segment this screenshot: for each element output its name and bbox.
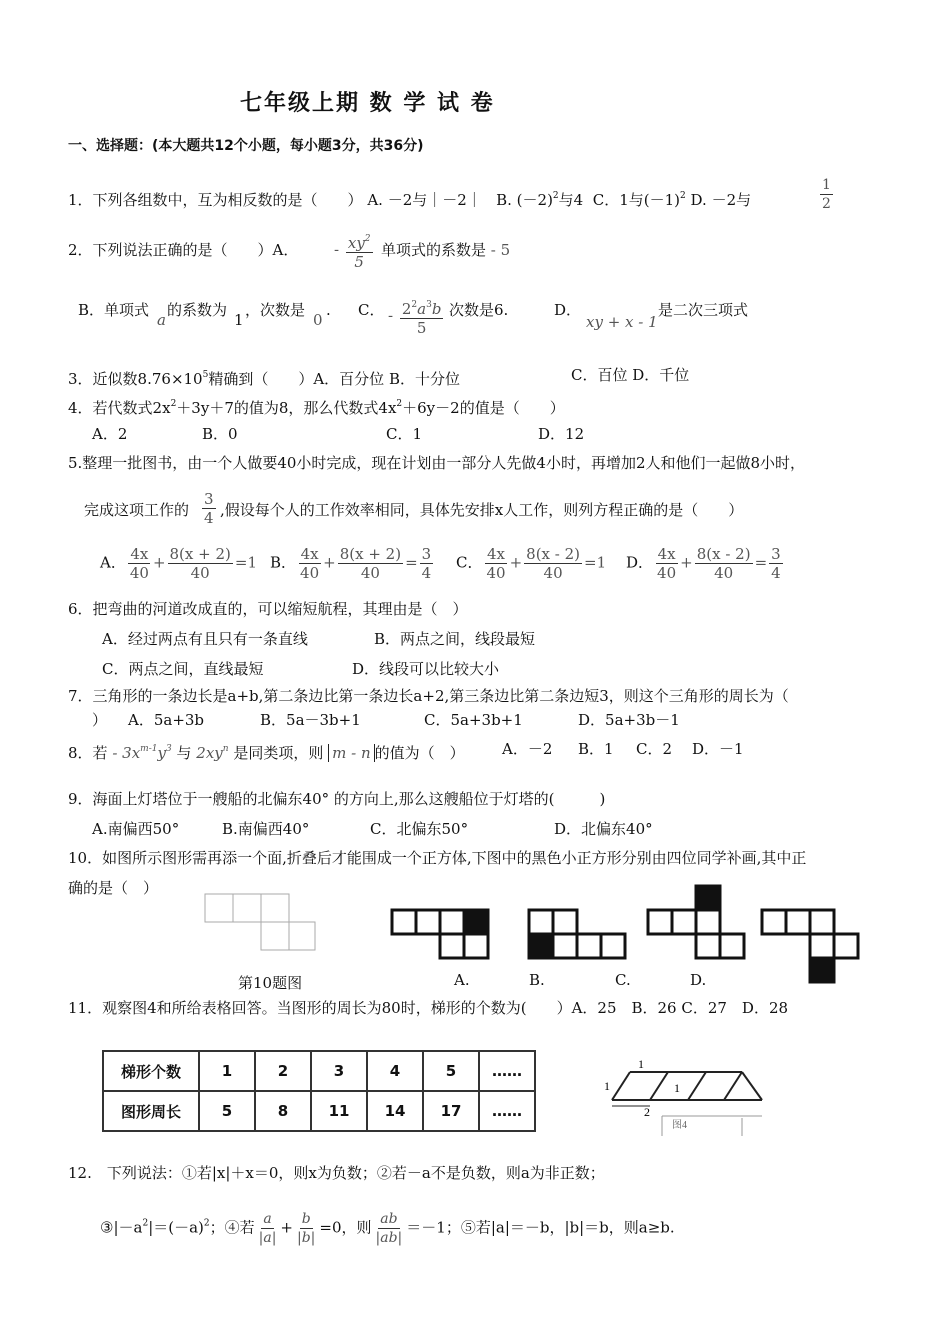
question-1 (68, 186, 751, 210)
q1-option-d: D. －2与 (690, 191, 752, 209)
q6-option-b: B．两点之间，线段最短 (374, 630, 536, 648)
denominator: 5 (354, 253, 364, 271)
minus-sign: - (334, 240, 340, 259)
numerator: xy (347, 234, 365, 252)
exp: m-1 (140, 744, 158, 754)
denominator: 40 (300, 564, 320, 582)
q2-c-fraction (388, 296, 445, 337)
q10-net-c (646, 884, 746, 960)
q8-option-d: D．－1 (692, 740, 744, 758)
table-header: 图形周长 (103, 1091, 199, 1131)
q4-option-d: D．12 (538, 425, 585, 443)
q6-stem: 6．把弯曲的河道改成直的，可以缩短航程，其理由是（ ） (68, 600, 468, 618)
q12-part: ＝－1；⑤若|a|＝－b，|b|＝b，则a≥b. (406, 1218, 675, 1237)
table-cell: 1 (199, 1051, 255, 1091)
q1-option-b: B. (－2) (496, 191, 553, 209)
table-row (103, 1091, 535, 1131)
q2-b-var: a (157, 311, 166, 329)
denominator: 4 (771, 564, 781, 582)
q4-stem2: ＋3y＋7的值为8，那么代数式4x (176, 399, 397, 417)
denominator: 40 (657, 564, 677, 582)
q1-exp: 2 (552, 191, 559, 201)
label: B． (270, 553, 297, 572)
q2-d-expr: xy + x - 1 (586, 313, 658, 331)
q5-option-c: C． $\frac{4x}{40}$ + $\frac{8(x - 2)}{40}$ =1 (456, 545, 607, 582)
q1-exp: 2 (680, 191, 686, 201)
denominator: 40 (714, 564, 734, 582)
q10-label-b: B. (529, 971, 545, 989)
q4-option-c: C．1 (386, 425, 423, 443)
q2-b-text: 的系数为 (167, 301, 228, 319)
question-2-line2 (78, 300, 149, 320)
q5-line2b: ,假设每个人的工作效率相同，具体先安排x人工作，则列方程正确的是（ ） (220, 501, 744, 519)
monomial-1b: y (157, 744, 166, 762)
q10-net-a (390, 908, 490, 960)
q12-part: |＝(－a) (148, 1218, 204, 1237)
q1-stem: 1．下列各组数中，互为相反数的是（ ） (68, 191, 363, 209)
fig-label: 1 (674, 1081, 680, 1095)
q6-option-d: D．线段可以比较大小 (352, 660, 500, 678)
numerator: 4x (130, 545, 149, 563)
q10-net-d (760, 908, 860, 984)
q2-a-tail (381, 240, 510, 260)
q4-stem3: ＋6y－2的值是（ ） (402, 399, 565, 417)
fig-label: 1 (604, 1079, 610, 1093)
exp: 2 (364, 234, 371, 244)
denominator: 40 (190, 564, 210, 582)
fig-caption: 图4 (672, 1120, 687, 1131)
denominator: 40 (486, 564, 506, 582)
label: C． (456, 553, 483, 572)
num-part: 2 (401, 300, 412, 318)
monomial-1: - 3x (112, 744, 141, 762)
numerator: a (263, 1211, 272, 1227)
q6-option-c: C．两点之间，直线最短 (102, 660, 264, 678)
label: A． (100, 553, 126, 572)
numerator: 3 (771, 545, 781, 563)
q5-option-d: D． $\frac{4x}{40}$ + $\frac{8(x - 2)}{40}$ = $\frac{3}{4}$ (626, 545, 781, 582)
q10-label-a: A. (454, 971, 470, 989)
q7-option-d: D．5a+3b－1 (578, 711, 680, 729)
q8-s2: 与 (176, 744, 192, 762)
exp: 2 (411, 300, 418, 310)
denominator: 40 (360, 564, 380, 582)
q12-part: ；④若 (209, 1218, 255, 1237)
table-cell: 17 (423, 1091, 479, 1131)
q9-option-c: C．北偏东50° (370, 820, 469, 838)
numerator: 3 (204, 490, 214, 508)
q3-stem2: 精确到（ ）A．百分位 B．十分位 (208, 370, 460, 388)
exp: n (222, 744, 229, 754)
q3-options-cd: C．百位 D．千位 (571, 366, 690, 384)
denominator: 40 (543, 564, 563, 582)
table-cell: 2 (255, 1051, 311, 1091)
minus-sign: - (388, 306, 394, 325)
numerator: 8(x + 2) (169, 545, 231, 563)
q10-label-d: D. (690, 971, 707, 989)
q7-stem: 7．三角形的一条边长是a+b,第二条边比第一条边长a+2,第三条边比第二条边短3，则这个三角形的周长为（ (68, 687, 789, 705)
q10-label-c: C. (615, 971, 631, 989)
rhs: =1 (234, 553, 257, 572)
q8-s1: 8．若 (68, 744, 108, 762)
q5-line1: 5.整理一批图书，由一个人做要40小时完成，现在计划由一部分人先做4小时，再增加2人和他们一起做8小时， (68, 454, 806, 472)
q10-line1: 10．如图所示图形需再添一个面,折叠后才能围成一个正方体,下图中的黑色小正方形分别由四位同学补画,其中正 (68, 849, 807, 867)
numerator: 8(x + 2) (339, 545, 402, 563)
q4-stem: 4．若代数式2x (68, 399, 171, 417)
denominator: 4 (421, 564, 432, 582)
numerator: 8(x - 2) (696, 545, 751, 563)
section-heading: 一、选择题：(本大题共12个小题，每小题3分，共36分) (68, 138, 424, 154)
q8-abs: m - n (328, 744, 375, 762)
denominator: |a| (258, 1230, 277, 1246)
q8-s4: 的值为（ ） (374, 744, 465, 762)
num-part: a (417, 300, 427, 318)
question-8 (68, 739, 465, 763)
q10-caption: 第10题图 (238, 974, 303, 992)
exp: 3 (165, 744, 172, 754)
q1-option-a: A. －2与｜－2｜ (367, 191, 482, 209)
rhs: =1 (584, 553, 607, 572)
numerator: 1 (822, 177, 831, 193)
q1-option-b-tail: 与4 (558, 191, 584, 209)
fig-label: 1 (638, 1058, 644, 1071)
q12-line2: $③|-a^2|=(-a)^2$；④若 $\frac{a}{|a|}$ + $\frac{b}{|b|}$ =0，则 $\frac{ab}{|ab|}$ ＝－1；⑤若|a|＝－b，|b|＝b，则a≥b. (100, 1211, 675, 1246)
q1-fraction (818, 176, 835, 213)
q2-b-zero: 0 (313, 311, 323, 329)
q2-option-c: C． (358, 301, 385, 319)
q2-option-d: D． (554, 301, 582, 319)
q11-stem: 11．观察图4和所给表格回答。当图形的周长为80时，梯形的个数为( ）A．25 B．26 C．27 D．28 (68, 999, 789, 1017)
q2-a-value: - 5 (490, 241, 511, 259)
q8-s3: 是同类项，则 (233, 744, 324, 762)
q6-option-a: A．经过两点有且只有一条直线 (102, 630, 308, 648)
denominator: 40 (129, 564, 149, 582)
exp: 2 (142, 1218, 149, 1229)
denominator: |b| (297, 1230, 316, 1246)
q4-option-b: B．0 (202, 425, 238, 443)
table-cell: 4 (367, 1051, 423, 1091)
q5-line2a: 完成这项工作的 (84, 501, 190, 519)
exp: 3 (426, 300, 432, 310)
q9-option-a: A.南偏西50° (92, 820, 180, 838)
table-row (103, 1051, 535, 1091)
numerator: 4x (487, 545, 506, 563)
table-cell: 8 (255, 1091, 311, 1131)
q10-line2: 确的是（ ） (68, 879, 159, 897)
q2-c-tail: 次数是6. (449, 301, 509, 319)
numerator: 3 (421, 545, 432, 563)
q8-option-a: A．－2 (502, 740, 553, 758)
q12-line1: 12. 下列说法：①若|x|＋x＝0，则x为负数；②若－a不是负数，则a为非正数； (68, 1164, 605, 1182)
denominator: 2 (822, 196, 831, 212)
table-cell: …… (479, 1091, 535, 1131)
q2-b-period: . (326, 301, 331, 319)
q10-reference-figure (204, 893, 316, 955)
q11-trapezoid-figure (602, 1058, 772, 1138)
q3-stem: 3．近似数8.76×10 (68, 370, 203, 388)
q1-option-c: C．1与(－1) (592, 191, 681, 209)
table-header: 梯形个数 (103, 1051, 199, 1091)
denominator: 5 (416, 319, 427, 337)
q2-d-tail: 是二次三项式 (658, 301, 749, 319)
q5-option-a: A． $\frac{4x}{40}$ + $\frac{8(x + 2)}{40}$ =1 (100, 545, 257, 582)
exp: 2 (170, 399, 177, 409)
q2-a-text: 单项式的系数是 (381, 241, 487, 259)
exp: 2 (396, 399, 403, 409)
denominator: 4 (204, 509, 214, 527)
label: D． (626, 553, 654, 572)
num-part: b (431, 300, 442, 318)
page-title: 七年级上期 数 学 试 卷 (240, 91, 495, 116)
q2-stem: 2．下列说法正确的是（ ）A． (68, 241, 299, 259)
table-cell: 11 (311, 1091, 367, 1131)
numerator: 4x (300, 545, 319, 563)
q2-option-b: B．单项式 (78, 301, 150, 319)
table-cell: …… (479, 1051, 535, 1091)
table-cell: 5 (199, 1091, 255, 1131)
q7-paren: ） (92, 711, 108, 729)
q2-b-one: 1 (234, 311, 244, 329)
numerator: b (301, 1211, 311, 1227)
q12-part: =0，则 (319, 1218, 372, 1237)
table-cell: 14 (367, 1091, 423, 1131)
exp: 2 (203, 1218, 210, 1229)
q7-option-b: B．5a－3b+1 (260, 711, 361, 729)
numerator: 4x (657, 545, 676, 563)
q9-option-b: B.南偏西40° (222, 820, 310, 838)
table-cell: 5 (423, 1051, 479, 1091)
question-4 (68, 394, 565, 418)
q9-stem: 9．海面上灯塔位于一艘船的北偏东40° 的方向上,那么这艘船位于灯塔的( ) (68, 790, 606, 808)
monomial-2: 2xy (196, 744, 223, 762)
q2-b-text2: ，次数是 (245, 301, 306, 319)
q8-option-b: B．1 (578, 740, 614, 758)
q3-exp: 5 (202, 370, 209, 380)
q2-fraction-a (334, 230, 375, 271)
fig-label: 2 (644, 1105, 650, 1119)
q7-option-a: A．5a+3b (128, 711, 205, 729)
q12-part: ③|－a (100, 1218, 143, 1237)
table-cell: 3 (311, 1051, 367, 1091)
q5-option-b: B． $\frac{4x}{40}$ + $\frac{8(x + 2)}{40}$ = $\frac{3}{4}$ (270, 545, 432, 582)
q4-option-a: A．2 (92, 425, 128, 443)
q9-option-d: D．北偏东40° (554, 820, 653, 838)
numerator: ab (380, 1211, 398, 1227)
denominator: |ab| (375, 1230, 403, 1246)
numerator: 8(x - 2) (526, 545, 581, 563)
q10-net-b (527, 908, 627, 960)
q7-option-c: C．5a+3b+1 (424, 711, 523, 729)
q5-fraction (200, 490, 218, 527)
question-3 (68, 365, 460, 389)
q8-option-c: C．2 (636, 740, 673, 758)
question-2-line1 (68, 240, 298, 260)
q11-table (102, 1050, 536, 1132)
